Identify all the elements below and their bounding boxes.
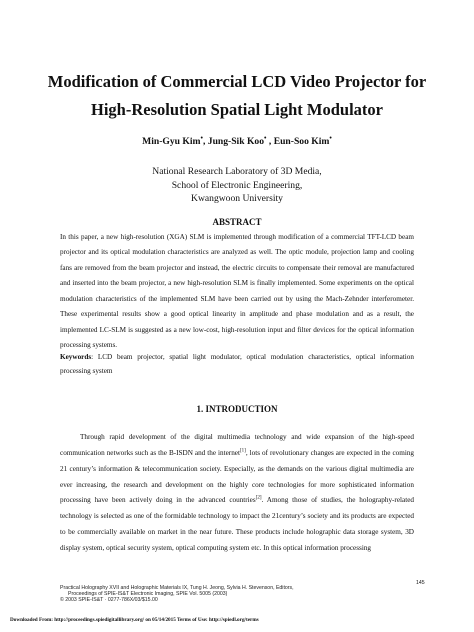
page-number: 145 xyxy=(416,580,425,586)
intro-text-part-2: , lots of revolutionary changes are expected in the coming 21 century’s information & telecommunication society. Especially, as the demands on the various digital multimedia are ever increasing, the research and development on the highly core technologies for more sophisticated information processing have been actively doing in the advanced countries xyxy=(60,448,415,505)
download-notice: Downloaded From: http://proceedings.spiedigitallibrary.org/ on 05/14/2015 Terms of Use: http://spiedl.org/terms xyxy=(10,617,259,623)
author-mark: • xyxy=(264,133,267,142)
affiliation-line-2: School of Electronic Engineering, xyxy=(171,180,303,191)
intro-text-part-1: Through rapid development of the digital multimedia technology and wide expansion of the high-speed communication networks such as the B-ISDN and the internet xyxy=(60,433,414,457)
paper-title-line-2: High-Resolution Spatial Light Modulator xyxy=(91,100,383,119)
affiliation-line-3: Kwangwoon University xyxy=(191,193,283,204)
author-name: Jung-Sik Koo xyxy=(207,136,265,147)
author-name: Eun-Soo Kim xyxy=(273,136,330,147)
author-mark: • xyxy=(200,133,203,142)
introduction-heading: 1. INTRODUCTION xyxy=(196,404,278,414)
author-list: Min-Gyu Kim•, Jung-Sik Koo• , Eun-Soo Kim• xyxy=(142,133,332,147)
abstract-text: In this paper, a new high-resolution (XGA) SLM is implemented through modification of a commercial TFT-LCD beam projector and its optical modulation characteristics are analyzed as well. The optic module, projection lamp and cooling fans are removed from the beam projector and instead, the electric circuits to compensate their removal are manufactured and inserted into the beam projector, a new high-resolution SLM is finally implemented. Some experiments on the optical modulation characteristics of the implemented SLM have been carried out by using the Mach-Zehnder interferometer. These experimental results show a good optical linearity in amplitude and phase modulation and as a result, the implemented LC-SLM is suggested as a new low-cost, high-resolution input and filter devices for the optical information processing systems. xyxy=(60,233,414,350)
author-mark: • xyxy=(329,133,332,142)
abstract-heading: ABSTRACT xyxy=(212,217,262,227)
introduction-paragraph xyxy=(60,430,414,557)
intro-text-part-3: . Among those of studies, the holography-related technology is selected as one of the formidable technology to impact the 21century’s society and its products are expected to be commercially available on market in the near future. These products include holographic data storage system, 3D display system, optical security system, optical computing system etc. In this optical information processing xyxy=(60,496,414,552)
citation-ref-1: [1] xyxy=(239,448,246,454)
keywords-label: Keywords xyxy=(60,353,92,361)
keywords-text: : LCD beam projector, spatial light modulator, optical modulation characteristics, optical information processing system xyxy=(60,353,414,375)
author-name: Min-Gyu Kim xyxy=(142,136,201,147)
affiliation-line-1: National Research Laboratory of 3D Media, xyxy=(152,166,322,177)
footer-line-3: © 2003 SPIE-IS&T · 0277-786X/03/$15.00 xyxy=(60,597,158,604)
publication-footer xyxy=(60,585,294,604)
footer-line-2: Proceedings of SPIE-IS&T Electronic Imaging, SPIE Vol. 5005 (2003) xyxy=(68,591,228,598)
paper-title-line-1: Modification of Commercial LCD Video Projector for xyxy=(47,72,427,91)
footer-line-1: Practical Holography XVII and Holographic Materials IX, Tung H. Jeong, Sylvia H. Stevenson, Editors, xyxy=(60,585,294,591)
citation-ref-2: [2] xyxy=(255,495,262,501)
keywords xyxy=(60,350,414,378)
